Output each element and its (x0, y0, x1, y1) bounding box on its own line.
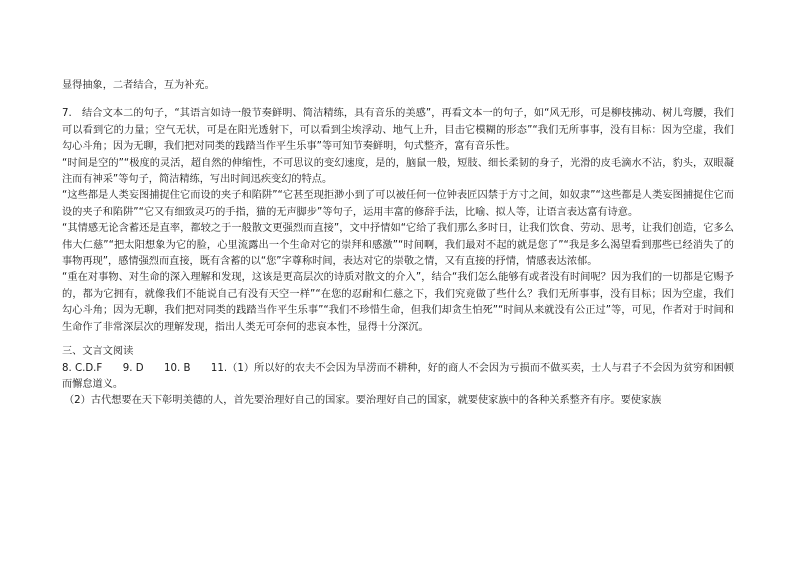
paragraph-answer-7-rhetoric: “这些都是人类妄图捕捉住它而设的夹子和陷阱”“它甚至现拒渺小到了可以被任何一位钟表匠囚禁于方寸之间，如奴隶”“这些都是人类妄图捕捉住它而设的夹子和陷阱”“它又有细致灵巧的手指，猫的无声脚步”等句子，运用丰富的修辞手法，比喻、拟人等，让语言表达富有诗意。 (62, 190, 734, 218)
paragraph-answer-7-concise: “时间是空的”“极度的灵活，超自然的伸缩性，不可思议的变幻速度，是的，脑鼠一般，短肢、细长柔韧的身子，光滑的皮毛滴水不沾，豹头，双眼凝注而有神采”等句子，简洁精练，写出时间迅疾变幻的特点。 (62, 157, 734, 186)
paragraph-answer-11-2: （2）古代想要在天下彰明美德的人，首先要治理好自己的国家。要治理好自己的国家，就要使家族中的各种关系整齐有序。要使家族 (64, 395, 662, 407)
section-heading-classical-chinese: 三、文言文阅读 (62, 346, 134, 358)
paragraph-answers-8-11: 8. C.D.F 9. D 10. B 11.（1）所以好的农夫不会因为旱涝而不耕种，好的商人不会因为亏损而不做买卖，士人与君子不会因为贫穷和困顿而懈怠道义。 (62, 362, 734, 390)
paragraph-answer-7-emotion: “其情感无论含蓄还是直率，都较之于一般散文更强烈而直接”，文中抒情如“它给了我们那么多时日，让我们饮食、劳动、思考，让我们创造，它多么伟大仁慈”“把太阳想象为它的脸，心里流露出一个生命对它的崇拜和感激”“时间啊，我们最对不起的就是您了”“我是多么渴望看到那些已经消失了的事物再现”，感情强烈而直接，既有含蓄的以“您”字尊称时间，表达对它的崇敬之情，又有直接的抒情，情感表达浓郁。 (62, 223, 734, 268)
paragraph-answer-7: 7. 结合文本二的句子，“其语言如诗一般节奏鲜明、简洁精练，具有音乐的美感”，再看文本一的句子，如“风无形，可是柳枝拂动、树儿弯腰，我们可以看到它的力量；空气无状，可是在阳光透射下，可以看到尘埃浮动、地气上升，目击它模糊的形态”“我们无所事事，没有目标：因为空虚，我们勾心斗角；因为无聊，我们把对同类的践踏当作平生乐事”等可知节奏鲜明，句式整齐，富有音乐性。 (62, 108, 734, 153)
paragraph-answer-7-depth: “重在对事物、对生命的深入理解和发现，这该是更高层次的诗质对散文的介入”，结合“我们怎么能够有或者没有时间呢？因为我们的一切都是它赐予的，都为它拥有，就像我们不能说自己有没有天空一样”“在您的忍耐和仁慈之下，我们究竟做了些什么？我们无所事事，没有目标；因为空虚，我们勾心斗角；因为无聊，我们把对同类的践踏当作平生乐事”“我们不珍惜生命，但我们却贪生怕死”“时间从来就没有公正过”等，可见，作者对于时间和生命作了非常深层次的理解发现，指出人类无可奈何的悲哀本性，显得十分深沉。 (62, 272, 734, 333)
paragraph-conclusion-6: 显得抽象，二者结合，互为补充。 (62, 80, 215, 91)
